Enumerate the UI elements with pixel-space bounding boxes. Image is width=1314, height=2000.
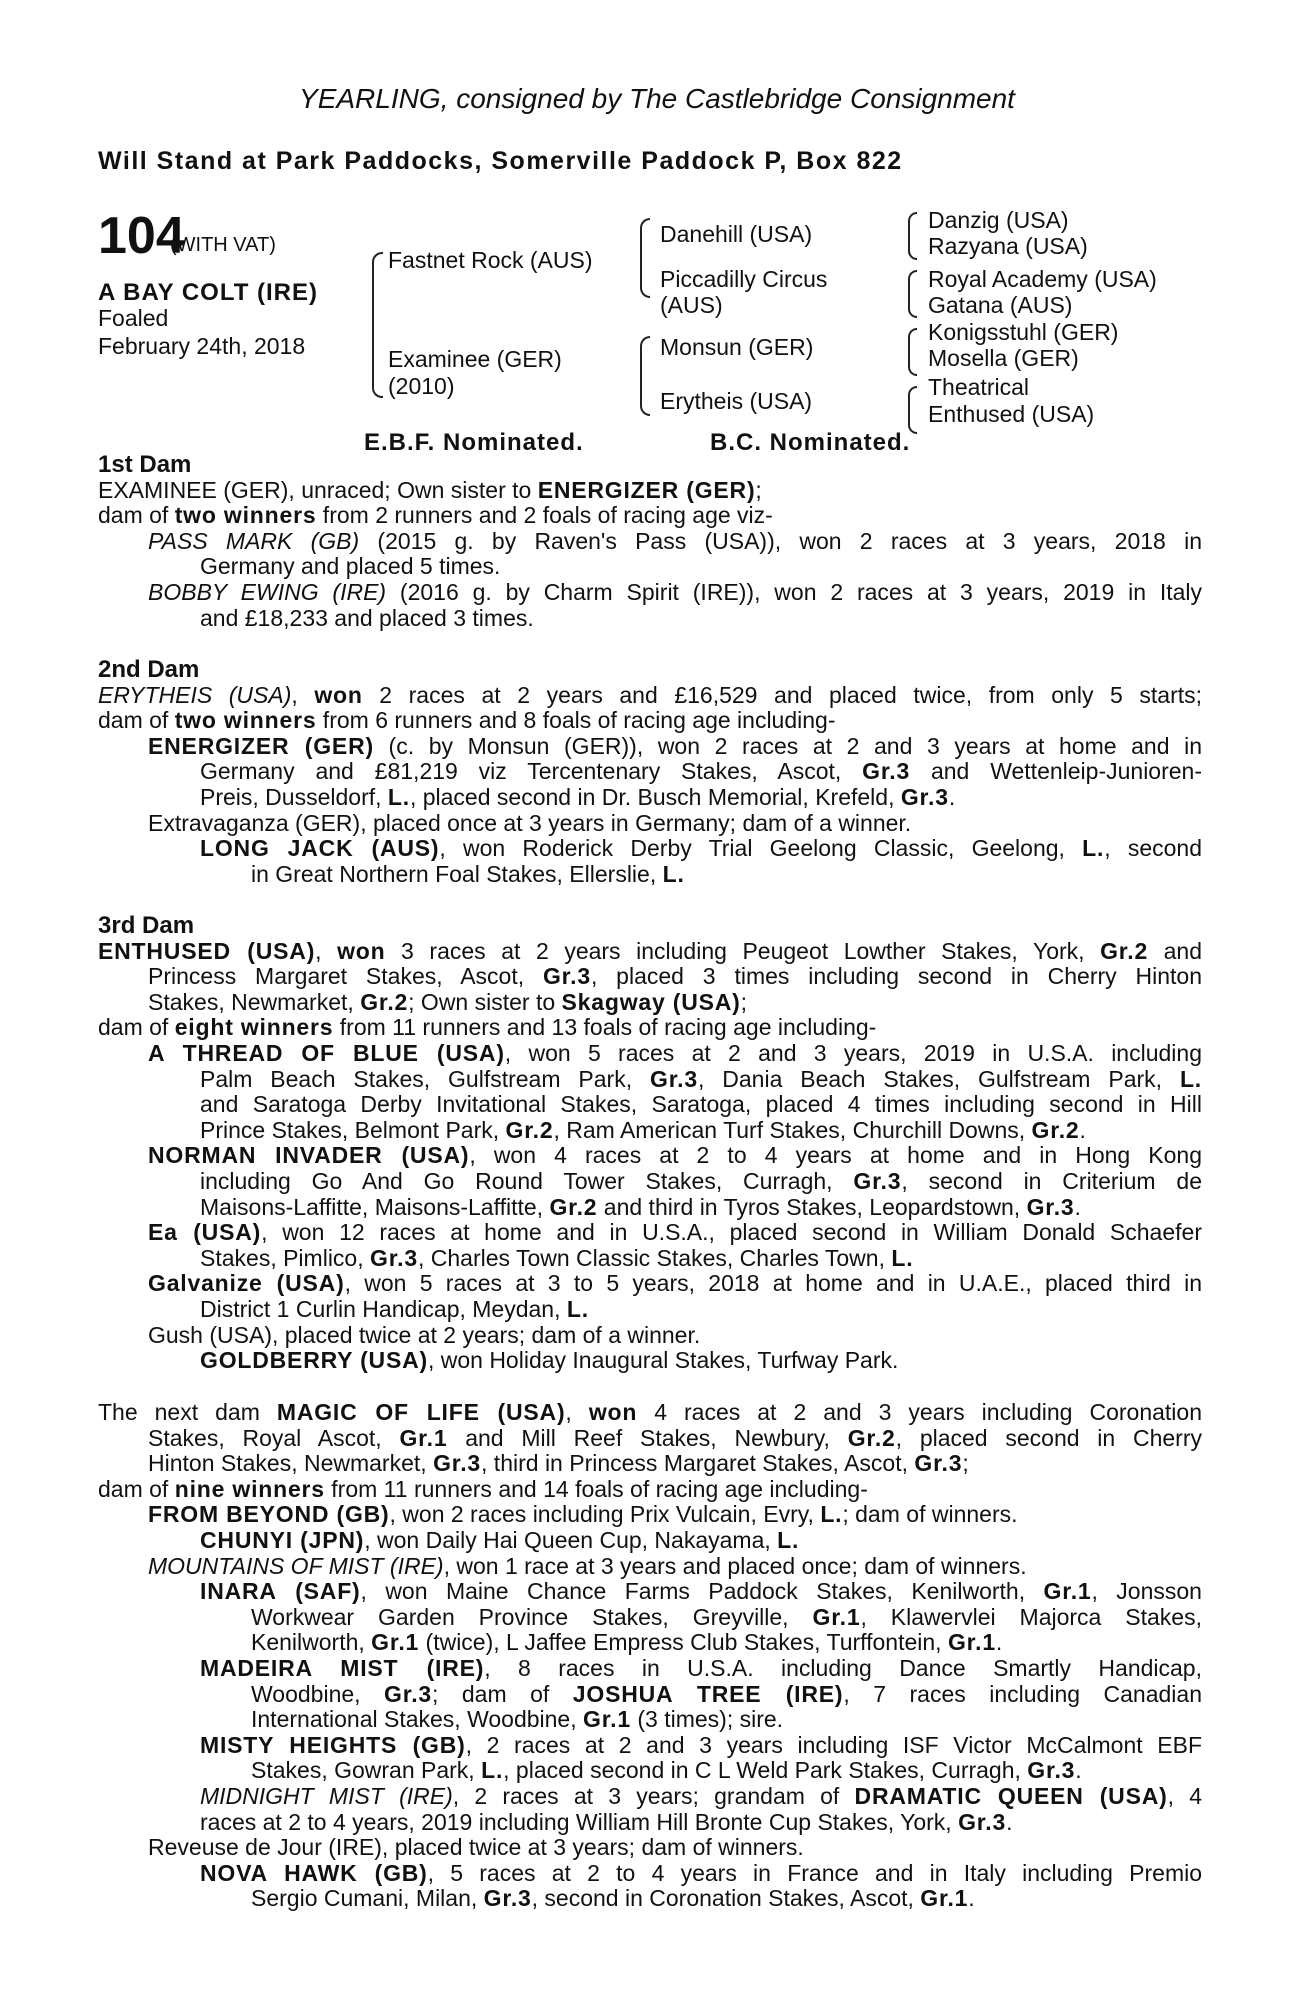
- pedigree-sdd: Gatana (AUS): [928, 292, 1073, 318]
- pedigree-ddd: Enthused (USA): [928, 401, 1095, 427]
- produce-entry: PASS MARK (GB) (2015 g. by Raven's Pass (USA)), won 2 races at 3 years, 2018 in: [148, 527, 1203, 554]
- pedigree-sire-dam-country: (AUS): [660, 292, 723, 318]
- second-dam-section: 2nd Dam ERYTHEIS (USA), won 2 races at 2 years and £16,529 and placed twice, from only 5 starts; dam of two winners from 6 runners and 8 foals of racing age including- ENERGIZER (GER) (c. by Monsun (GER)), won 2 races at 2 and 3 years at home and in Germany and £81,219 viz Tercentenary Stakes, Ascot, Gr.3 and Wettenleip-Junioren- Preis, Dusseldorf, L., placed second in Dr. Busch Memorial, Krefeld, Gr.3. Extravaganza (GER), placed once at 3 years in Germany; dam of a winner. LONG JACK (AUS), won Roderick Derby Trial Geelong Classic, Geelong, L., second in Great Northern Foal Stakes, Ellerslie, L.: [98, 656, 1203, 887]
- vat-note: (WITH VAT): [170, 234, 276, 256]
- pedigree-ssd: Razyana (USA): [928, 233, 1088, 259]
- third-dam-section: 3rd Dam ENTHUSED (USA), won 3 races at 2 years including Peugeot Lowther Stakes, York, Gr.2 and Princess Margaret Stakes, Ascot, Gr.3, placed 3 times including second in Cherry Hinton Stakes, Newmarket, Gr.2; Own sister to Skagway (USA); dam of eight winners from 11 runners and 13 foals of racing age including- A THREAD OF BLUE (USA), won 5 races at 2 and 3 years, 2019 in U.S.A. including Palm Beach Stakes, Gulfstream Park, Gr.3, Dania Beach Stakes, Gulfstream Park, L. and Saratoga Derby Invitational Stakes, Saratoga, placed 4 times including second in Hill Prince Stakes, Belmont Park, Gr.2, Ram American Turf Stakes, Churchill Downs, Gr.2. NORMAN INVADER (USA), won 4 races at 2 to 4 years at home and in Hong Kong including Go And Go Round Tower Stakes, Curragh, Gr.3, second in Criterium de Maisons-Laffitte, Maisons-Laffitte, Gr.2 and third in Tyros Stakes, Leopardstown, Gr.3. Ea (USA), won 12 races at home and in U.S.A., placed second in William Donald Schaefer Stakes, Pimlico, Gr.3, Charles Town Classic Stakes, Charles Town, L. Galvanize (USA), won 5 races at 3 to 5 years, 2018 at home and in U.A.E., placed third in District 1 Curlin Handicap, Meydan, L. Gush (USA), placed twice at 2 years; dam of a winner. GOLDBERRY (USA), won Holiday Inaugural Stakes, Turfway Park.: [98, 912, 1203, 1374]
- stand-location: Will Stand at Park Paddocks, Somerville Paddock P, Box 822: [98, 147, 903, 175]
- produce-entry: ENERGIZER (GER) (c. by Monsun (GER)), won 2 races at 2 and 3 years at home and in: [148, 732, 1203, 759]
- pedigree-dds: Theatrical: [928, 374, 1029, 400]
- pedigree-brace-3c: [908, 328, 917, 376]
- produce-entry: Reveuse de Jour (IRE), placed twice at 3 years; dam of winners.: [148, 1834, 804, 1861]
- page-title: YEARLING, consigned by The Castlebridge Consignment: [299, 83, 1015, 114]
- pedigree-brace-3a: [908, 212, 917, 260]
- pedigree-brace-2b: [640, 336, 650, 416]
- pedigree-sire-sire: Danehill (USA): [660, 221, 813, 247]
- pedigree-sire: Fastnet Rock (AUS): [388, 247, 593, 273]
- foaled-date: February 24th, 2018: [98, 333, 306, 359]
- pedigree-dam-year: (2010): [388, 373, 455, 399]
- third-dam-header: 3rd Dam: [98, 912, 195, 939]
- produce-entry: FROM BEYOND (GB), won 2 races including Prix Vulcain, Evry, L.; dam of winners.: [148, 1501, 1018, 1528]
- second-dam-header: 2nd Dam: [98, 656, 200, 683]
- bc-nominated: B.C. Nominated.: [710, 429, 911, 456]
- pedigree-brace-3d: [908, 386, 917, 434]
- produce-entry: NORMAN INVADER (USA), won 4 races at 2 to 4 years at home and in Hong Kong: [148, 1142, 1202, 1169]
- pedigree-dam-sire: Monsun (GER): [660, 334, 814, 360]
- pedigree-sds: Royal Academy (USA): [928, 266, 1157, 292]
- pedigree-brace-1: [372, 252, 383, 398]
- pedigree-dam-dam: Erytheis (USA): [660, 388, 813, 414]
- lot-name: A BAY COLT (IRE): [98, 279, 319, 306]
- next-dam-section: The next dam MAGIC OF LIFE (USA), won 4 races at 2 and 3 years including Coronation Stakes, Royal Ascot, Gr.1 and Mill Reef Stakes, Newbury, Gr.2, placed second in Cherry Hinton Stakes, Newmarket, Gr.3, third in Princess Margaret Stakes, Ascot, Gr.3; dam of nine winners from 11 runners and 14 foals of racing age including- FROM BEYOND (GB), won 2 races including Prix Vulcain, Evry, L.; dam of winners. CHUNYI (JPN), won Daily Hai Queen Cup, Nakayama, L. MOUNTAINS OF MIST (IRE), won 1 race at 3 years and placed once; dam of winners. INARA (SAF), won Maine Chance Farms Paddock Stakes, Kenilworth, Gr.1, Jonsson Workwear Garden Province Stakes, Greyville, Gr.1, Klawervlei Majorca Stakes, Kenilworth, Gr.1 (twice), L Jaffee Empress Club Stakes, Turffontein, Gr.1. MADEIRA MIST (IRE), 8 races in U.S.A. including Dance Smartly Handicap, Woodbine, Gr.3; dam of JOSHUA TREE (IRE), 7 races including Canadian International Stakes, Woodbine, Gr.1 (3 times); sire. MISTY HEIGHTS (GB), 2 races at 2 and 3 years including ISF Victor McCalmont EBF Stakes, Gowran Park, L., placed second in C L Weld Park Stakes, Curragh, Gr.3. MIDNIGHT MIST (IRE), 2 races at 3 years; grandam of DRAMATIC QUEEN (USA), 4 races at 2 to 4 years, 2019 including William Hill Bronte Cup Stakes, York, Gr.3. Reveuse de Jour (IRE), placed twice at 3 years; dam of winners. NOVA HAWK (GB), 5 races at 2 to 4 years in France and in Italy including Premio Sergio Cumani, Milan, Gr.3, second in Coronation Stakes, Ascot, Gr.1.: [98, 1399, 1202, 1912]
- pedigree-sire-dam: Piccadilly Circus: [660, 266, 828, 292]
- pedigree-dam: Examinee (GER): [388, 346, 562, 372]
- produce-entry: BOBBY EWING (IRE) (2016 g. by Charm Spirit (IRE)), won 2 races at 3 years, 2019 in Italy: [148, 578, 1202, 605]
- lot-number: 104: [98, 207, 185, 265]
- produce-entry: Gush (USA), placed twice at 2 years; dam of a winner.: [148, 1321, 701, 1348]
- pedigree-dss: Konigsstuhl (GER): [928, 319, 1119, 345]
- pedigree-brace-2a: [640, 218, 650, 298]
- first-dam-section: 1st Dam EXAMINEE (GER), unraced; Own sister to ENERGIZER (GER); dam of two winners from 2 runners and 2 foals of racing age viz- PASS MARK (GB) (2015 g. by Raven's Pass (USA)), won 2 races at 3 years, 2018 in Germany and placed 5 times. BOBBY EWING (IRE) (2016 g. by Charm Spirit (IRE)), won 2 races at 3 years, 2019 in Italy and £18,233 and placed 3 times.: [98, 451, 1203, 631]
- produce-entry: Galvanize (USA), won 5 races at 3 to 5 years, 2018 at home and in U.A.E., placed third in: [148, 1270, 1203, 1297]
- pedigree-brace-3b: [908, 270, 917, 318]
- ebf-nominated: E.B.F. Nominated.: [364, 429, 584, 456]
- produce-entry: A THREAD OF BLUE (USA), won 5 races at 2 and 3 years, 2019 in U.S.A. including: [148, 1039, 1202, 1066]
- pedigree-sss: Danzig (USA): [928, 207, 1069, 233]
- produce-entry: MOUNTAINS OF MIST (IRE), won 1 race at 3 years and placed once; dam of winners.: [148, 1552, 1027, 1579]
- first-dam-header: 1st Dam: [98, 451, 192, 478]
- produce-entry: Ea (USA), won 12 races at home and in U.S.A., placed second in William Donald Schaefer: [148, 1219, 1202, 1246]
- pedigree-dsd: Mosella (GER): [928, 345, 1079, 371]
- produce-entry: Extravaganza (GER), placed once at 3 years in Germany; dam of a winner.: [148, 809, 912, 836]
- foaled-label: Foaled: [98, 305, 169, 331]
